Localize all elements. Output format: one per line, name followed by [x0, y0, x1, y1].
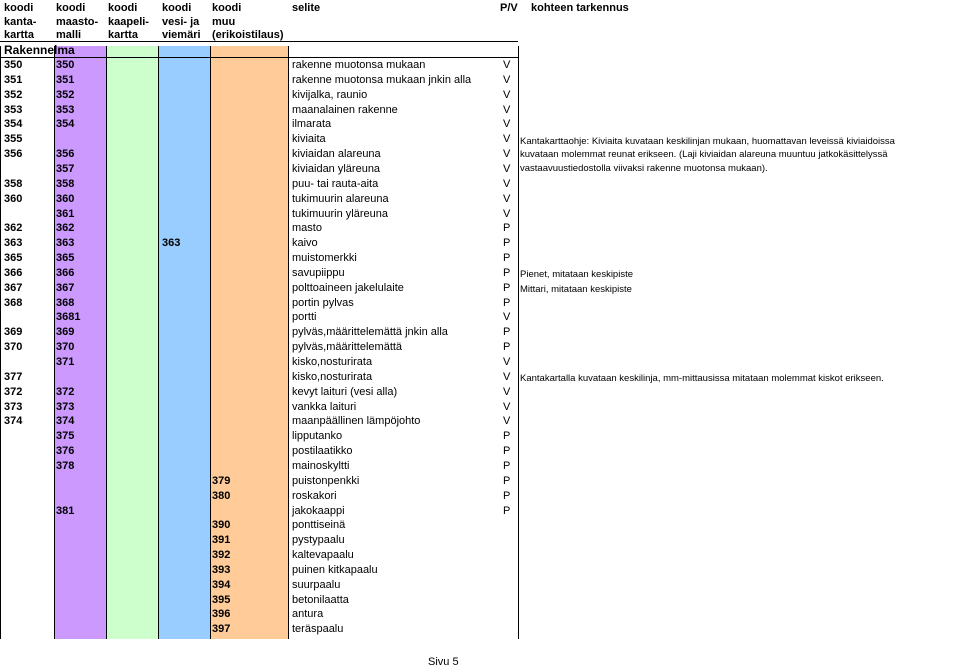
header-line: kanta-	[4, 15, 37, 28]
header-line: kaapeli-	[108, 15, 149, 28]
cell-maastomalli: 375	[56, 430, 75, 443]
cell-muu: 394	[212, 578, 231, 591]
cell-kantakartta: 356	[4, 148, 23, 161]
cell-selite: rakenne muotonsa mukaan	[292, 59, 426, 71]
cell-pv: V	[503, 59, 511, 71]
cell-vesiviemari: 363	[162, 237, 181, 250]
cell-maastomalli: 353	[56, 103, 75, 116]
header-line: maasto-	[56, 15, 99, 28]
header-line: kartta	[4, 29, 34, 41]
cell-kantakartta: 362	[4, 222, 23, 235]
cell-pv: V	[503, 73, 511, 86]
cell-pv: V	[503, 177, 511, 190]
table-row	[0, 251, 959, 266]
cell-maastomalli: 374	[56, 415, 75, 428]
cell-muu: 397	[212, 623, 231, 636]
header-line: (erikoistilaus)	[212, 29, 284, 41]
header-col-kantakartta	[4, 2, 36, 43]
cell-kantakartta: 354	[4, 118, 23, 131]
header-line: muu	[212, 15, 236, 28]
cell-maastomalli: 372	[56, 385, 75, 398]
cell-selite: mainoskyltti	[292, 459, 350, 472]
table-row	[0, 578, 959, 593]
table-row	[0, 429, 959, 444]
cell-selite: kivijalka, raunio	[292, 88, 368, 101]
cell-selite: kiviaita	[292, 133, 326, 146]
cell-selite: portti	[292, 311, 317, 324]
note-savupiippu: Pienet, mitataan keskipiste	[520, 269, 634, 280]
header-divider	[0, 41, 518, 42]
header-col-pv	[500, 2, 518, 16]
cell-muu: 379	[212, 474, 231, 487]
cell-pv: P	[503, 326, 511, 339]
cell-pv: P	[503, 430, 511, 443]
cell-pv: V	[503, 88, 511, 101]
cell-pv: V	[503, 118, 511, 131]
cell-maastomalli: 352	[56, 88, 75, 101]
cell-selite: kiviaidan yläreuna	[292, 162, 381, 175]
cell-kantakartta: 350	[4, 59, 23, 71]
table-row	[0, 58, 959, 73]
cell-pv: P	[503, 281, 511, 294]
table-row	[0, 73, 959, 88]
cell-pv: P	[503, 237, 511, 250]
cell-pv: P	[503, 341, 511, 354]
header-line: selite	[292, 2, 321, 14]
cell-pv: P	[503, 266, 511, 279]
cell-pv: V	[503, 370, 511, 383]
table-row	[0, 607, 959, 622]
cell-maastomalli: 356	[56, 148, 75, 161]
cell-selite: kiviaidan alareuna	[292, 148, 381, 161]
cell-kantakartta: 368	[4, 296, 23, 309]
cell-kantakartta: 372	[4, 385, 23, 398]
table-row	[0, 221, 959, 236]
table-row	[0, 504, 959, 519]
table-row	[0, 117, 959, 132]
table-row	[0, 474, 959, 489]
page-number: Sivu 5	[428, 656, 459, 668]
cell-selite: masto	[292, 222, 322, 235]
cell-selite: muistomerkki	[292, 252, 357, 265]
cell-pv: P	[503, 296, 511, 309]
section-title: Rakennelma	[4, 43, 75, 57]
cell-maastomalli: 3681	[56, 311, 81, 324]
cell-pv: V	[503, 415, 511, 428]
cell-selite: betonilaatta	[292, 593, 349, 606]
cell-maastomalli: 358	[56, 177, 75, 190]
cell-pv: V	[503, 207, 511, 220]
note-kiviaita-line1: Kantakarttaohje: Kiviaita kuvataan keskilinjan mukaan, huomattavan leveissä kiviaidoissa	[520, 136, 895, 147]
table-row	[0, 296, 959, 311]
cell-maastomalli: 381	[56, 504, 75, 517]
cell-muu: 395	[212, 593, 231, 606]
cell-pv: P	[503, 445, 511, 458]
cell-selite: pystypaalu	[292, 534, 345, 547]
cell-maastomalli: 373	[56, 400, 75, 413]
cell-kantakartta: 363	[4, 237, 23, 250]
header-col-maastomalli	[56, 2, 98, 43]
table-row	[0, 177, 959, 192]
cell-maastomalli: 361	[56, 207, 75, 220]
header-line: P/V	[500, 2, 518, 14]
table-row	[0, 281, 959, 296]
table-row	[0, 88, 959, 103]
cell-kantakartta: 373	[4, 400, 23, 413]
table-row	[0, 266, 959, 281]
cell-selite: vankka laituri	[292, 400, 357, 413]
cell-maastomalli: 376	[56, 445, 75, 458]
table-row	[0, 192, 959, 207]
cell-selite: ponttiseinä	[292, 519, 346, 532]
table-row	[0, 622, 959, 637]
header-line: koodi	[162, 2, 192, 14]
cell-pv: P	[503, 489, 511, 502]
cell-selite: maanpäällinen lämpöjohto	[292, 415, 421, 428]
cell-selite: kisko,nosturirata	[292, 356, 373, 368]
cell-muu: 392	[212, 549, 231, 562]
table-row	[0, 385, 959, 400]
cell-maastomalli: 369	[56, 326, 75, 339]
cell-maastomalli: 354	[56, 118, 75, 131]
cell-kantakartta: 367	[4, 281, 23, 294]
cell-pv: V	[503, 192, 511, 205]
cell-selite: pylväs,määrittelemättä	[292, 341, 403, 354]
cell-maastomalli: 378	[56, 459, 75, 472]
table-row	[0, 325, 959, 340]
cell-selite: roskakori	[292, 489, 337, 502]
cell-maastomalli: 350	[56, 59, 75, 71]
table-row	[0, 533, 959, 548]
cell-maastomalli: 368	[56, 296, 75, 309]
cell-pv: V	[503, 162, 511, 175]
cell-kantakartta: 365	[4, 252, 23, 265]
header-line: koodi	[212, 2, 242, 14]
note-jakelulaite: Mittari, mitataan keskipiste	[520, 284, 632, 295]
header-col-vesiviemari	[162, 2, 201, 43]
cell-maastomalli: 366	[56, 266, 75, 279]
cell-selite: postilaatikko	[292, 445, 353, 458]
table-row	[0, 444, 959, 459]
header-col-muu	[212, 2, 284, 43]
table-row	[0, 489, 959, 504]
table-row	[0, 355, 959, 370]
cell-pv: P	[503, 474, 511, 487]
cell-selite: puinen kitkapaalu	[292, 563, 378, 576]
cell-selite: jakokaappi	[292, 504, 345, 517]
cell-selite: ilmarata	[292, 118, 332, 131]
header-line: koodi	[108, 2, 138, 14]
cell-selite: kisko,nosturirata	[292, 370, 373, 383]
cell-maastomalli: 363	[56, 237, 75, 250]
note-kiviaita-line2: kuvataan molemmat reunat erikseen. (Laji kiviaidan alareuna muuntuu jatkokäsittelyssä	[520, 149, 888, 160]
cell-kantakartta: 355	[4, 133, 23, 146]
cell-pv: P	[503, 459, 511, 472]
cell-maastomalli: 351	[56, 73, 75, 86]
cell-muu: 390	[212, 519, 231, 532]
cell-pv: V	[503, 356, 511, 368]
cell-maastomalli: 360	[56, 192, 75, 205]
header-line: koodi	[4, 2, 34, 14]
cell-kantakartta: 358	[4, 177, 23, 190]
table-row	[0, 103, 959, 118]
header-col-selite	[292, 2, 320, 16]
cell-pv: V	[503, 385, 511, 398]
table-row	[0, 593, 959, 608]
cell-selite: savupiippu	[292, 266, 345, 279]
header-col-kaapelikartta	[108, 2, 149, 43]
header-line: vesi- ja	[162, 15, 200, 28]
table-row	[0, 236, 959, 251]
note-nosturirata: Kantakartalla kuvataan keskilinja, mm-mittausissa mitataan molemmat kiskot erikseen.	[520, 373, 884, 384]
cell-kantakartta: 370	[4, 341, 23, 354]
header-line: koodi	[56, 2, 86, 14]
header-line: viemäri	[162, 29, 201, 41]
table-row	[0, 563, 959, 578]
cell-selite: puistonpenkki	[292, 474, 360, 487]
cell-kantakartta: 360	[4, 192, 23, 205]
cell-pv: V	[503, 400, 511, 413]
cell-selite: rakenne muotonsa mukaan jnkin alla	[292, 73, 472, 86]
header-line: kartta	[108, 29, 138, 41]
cell-selite: maanalainen rakenne	[292, 103, 398, 116]
cell-selite: polttoaineen jakelulaite	[292, 281, 404, 294]
table-row	[0, 414, 959, 429]
note-kiviaita-line3: vastaavuustiedostolla viivaksi rakenne muotonsa mukaan).	[520, 163, 768, 174]
table-row	[0, 400, 959, 415]
cell-muu: 391	[212, 534, 231, 547]
table-row	[0, 207, 959, 222]
cell-kantakartta: 352	[4, 88, 23, 101]
cell-selite: kevyt laituri (vesi alla)	[292, 385, 398, 398]
cell-selite: antura	[292, 608, 324, 621]
cell-muu: 380	[212, 489, 231, 502]
table-row	[0, 310, 959, 325]
cell-maastomalli: 371	[56, 356, 75, 368]
cell-selite: teräspaalu	[292, 623, 344, 636]
cell-pv: V	[503, 103, 511, 116]
header-line: malli	[56, 29, 82, 41]
table-row	[0, 459, 959, 474]
cell-muu: 393	[212, 563, 231, 576]
cell-maastomalli: 357	[56, 162, 75, 175]
cell-kantakartta: 353	[4, 103, 23, 116]
cell-maastomalli: 362	[56, 222, 75, 235]
cell-selite: kaivo	[292, 237, 318, 250]
cell-maastomalli: 367	[56, 281, 75, 294]
cell-kantakartta: 374	[4, 415, 23, 428]
table-row	[0, 518, 959, 533]
table-row	[0, 340, 959, 355]
cell-selite: portin pylvas	[292, 296, 354, 309]
cell-selite: pylväs,määrittelemättä jnkin alla	[292, 326, 448, 339]
cell-kantakartta: 351	[4, 73, 23, 86]
cell-selite: lipputanko	[292, 430, 343, 443]
cell-selite: kaltevapaalu	[292, 549, 354, 562]
cell-kantakartta: 366	[4, 266, 23, 279]
cell-kantakartta: 369	[4, 326, 23, 339]
cell-pv: P	[503, 222, 511, 235]
cell-pv: P	[503, 504, 511, 517]
cell-maastomalli: 370	[56, 341, 75, 354]
cell-pv: P	[503, 252, 511, 265]
cell-selite: tukimuurin alareuna	[292, 192, 389, 205]
cell-maastomalli: 365	[56, 252, 75, 265]
cell-selite: puu- tai rauta-aita	[292, 177, 379, 190]
cell-muu: 396	[212, 608, 231, 621]
table-row	[0, 548, 959, 563]
cell-kantakartta: 377	[4, 370, 23, 383]
table-row	[0, 162, 959, 177]
header-col-tarkennus	[531, 2, 629, 16]
cell-pv: V	[503, 133, 511, 146]
cell-selite: tukimuurin yläreuna	[292, 207, 388, 220]
cell-pv: V	[503, 311, 511, 324]
header-line: kohteen tarkennus	[531, 2, 629, 14]
cell-selite: suurpaalu	[292, 578, 341, 591]
cell-pv: V	[503, 148, 511, 161]
